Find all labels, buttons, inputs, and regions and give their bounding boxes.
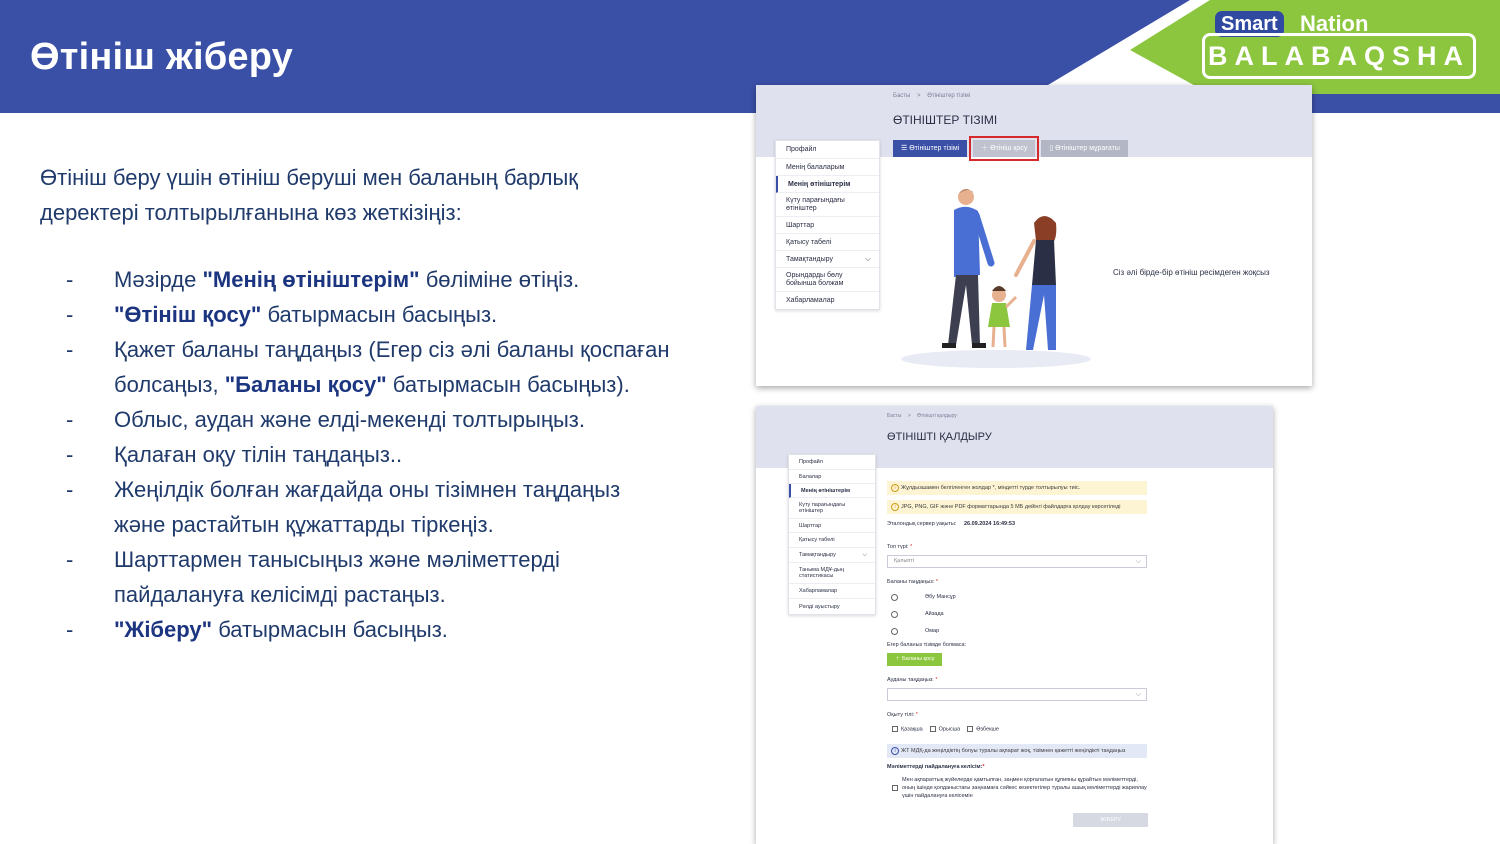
- side-menu: [788, 454, 876, 615]
- step-text: Жеңілдік болған жағдайда оны тізімнен таңдаңыз және растайтын құжаттарды тіркеңіз.: [114, 477, 621, 537]
- plus-icon: ＋: [895, 656, 903, 662]
- breadcrumb: [893, 93, 970, 99]
- step-text: Мәзірде: [114, 267, 203, 292]
- field-label: Топ түрі:: [887, 544, 909, 550]
- logo-product-name: BALABAQSHA: [1202, 33, 1476, 79]
- district-select[interactable]: [887, 688, 1147, 701]
- chevron-down-icon: ⌵: [862, 551, 867, 558]
- language-label: [887, 712, 918, 718]
- menu-item-children[interactable]: Балалар: [789, 470, 875, 484]
- group-type-select[interactable]: [887, 555, 1147, 568]
- required-mark: *: [915, 712, 918, 718]
- radio-button[interactable]: [891, 628, 898, 635]
- step-bold: "Баланы қосу": [224, 372, 387, 397]
- plus-icon: ＋: [981, 145, 991, 152]
- step-text: Шарттармен танысыңыз және мәліметтерді пайдалануға келісімді растаңыз.: [114, 547, 560, 607]
- server-time-value: 26.09.2024 16:49:53: [963, 521, 1016, 527]
- step-text: бөліміне өтіңіз.: [419, 267, 580, 292]
- bullet-dash: -: [66, 337, 74, 362]
- notice-text: JPG, PNG, GIF және PDF форматтарында 5 МБ дейінгі файлдарға қолдау көрсетіледі: [901, 504, 1121, 510]
- step-bold: "Жіберу": [114, 617, 213, 642]
- group-type-label: [887, 544, 912, 550]
- menu-item-placement-forecast[interactable]: Орындарды бөлу бойынша болжам: [776, 268, 879, 292]
- field-label: Ауданы таңдаңыз:: [887, 677, 934, 683]
- child-name: Омар: [925, 628, 940, 634]
- language-option-uzbek[interactable]: [967, 726, 999, 732]
- notice-text: ЖТ МДҚ-да жеңілдіктің болуы туралы ақпарат жоқ, тізімнен қажетті жеңілдікті таңдаңыз: [901, 748, 1126, 754]
- submit-button[interactable]: ЖІБЕРУ: [1073, 813, 1148, 827]
- screenshot-submit-form: [756, 406, 1273, 844]
- notice-required-fields: [887, 481, 1147, 495]
- language-options: [892, 726, 999, 732]
- required-mark: *: [935, 579, 938, 585]
- menu-item-waiting-list[interactable]: Күту парағындағы өтініштер: [789, 498, 875, 519]
- breadcrumb-current: Өтініштер тізімі: [927, 93, 971, 99]
- menu-item-my-applications[interactable]: Менің өтініштерім: [776, 176, 879, 193]
- add-child-button[interactable]: [887, 653, 942, 666]
- bullet-dash: -: [66, 267, 74, 292]
- chevron-down-icon: ⌵: [864, 254, 871, 263]
- step-text: Облыс, аудан және елді-мекенді толтырыңыз.: [114, 407, 586, 432]
- checkbox[interactable]: [892, 726, 898, 732]
- screenshot-applications-list: [756, 85, 1312, 386]
- menu-item-profile[interactable]: Профайл: [789, 455, 875, 470]
- required-mark: *: [982, 764, 985, 770]
- language-label: Қазақша: [901, 726, 923, 733]
- step-item: [66, 402, 676, 437]
- page-title: Өтініш жіберу: [30, 36, 294, 78]
- button-label: Баланы қосу: [902, 656, 935, 662]
- language-option-kazakh[interactable]: [892, 726, 923, 732]
- menu-item-label: Тамақтандыру: [799, 552, 836, 558]
- consent-text: Мен ақпараттық жүйелерде қамтылған, заңмен қорғалатын құпияны құрайтын мәліметтерді, оның ішінде қолданыстағы заңнамаға сәйкес кезектегілер туралы ашық мәліметтерді жариялау үшін пайдалануға келісемін: [902, 777, 1147, 799]
- step-text: Қалаған оқу тілін таңдаңыз..: [114, 442, 403, 467]
- field-label: Баланы таңдаңыз:: [887, 579, 935, 585]
- steps-list: [66, 262, 676, 647]
- menu-item-terms[interactable]: Шарттар: [789, 519, 875, 533]
- menu-item-statistics[interactable]: Таныма МДҰ-дың статистикасы: [789, 563, 875, 584]
- info-icon: i: [891, 503, 899, 511]
- language-label: Өзбекше: [976, 726, 999, 733]
- step-item: [66, 472, 676, 542]
- checkbox[interactable]: [930, 726, 936, 732]
- menu-item-label: Тамақтандыру: [786, 255, 833, 263]
- required-mark: *: [910, 544, 913, 550]
- menu-item-my-applications[interactable]: Менің өтініштерім: [789, 484, 875, 498]
- breadcrumb-home[interactable]: Басты: [887, 413, 902, 419]
- checkbox[interactable]: [967, 726, 973, 732]
- step-item: [66, 437, 676, 472]
- bullet-dash: -: [66, 407, 74, 432]
- step-text: Қажет баланы таңдаңыз (Егер сіз әлі баланы қоспаған болсаңыз,: [114, 337, 670, 397]
- server-time-label: Эталондық сервер уақыты:: [887, 521, 957, 527]
- document-icon: ▯: [1049, 145, 1056, 152]
- menu-item-notifications[interactable]: Хабарламалар: [786, 297, 835, 304]
- info-icon: i: [891, 484, 899, 492]
- step-bold: "Өтініш қосу": [114, 302, 262, 327]
- breadcrumb-separator: >: [917, 93, 921, 99]
- menu-item-profile[interactable]: Профайл: [776, 141, 879, 159]
- bullet-dash: -: [66, 617, 74, 642]
- breadcrumb: [887, 413, 957, 419]
- language-label: Орысша: [938, 726, 961, 733]
- notice-text: Жұлдызшамен белгіленген жолдар *, міндетті түрде толтырылуы тиіс.: [901, 485, 1081, 491]
- field-label: Оқыту тілі:: [887, 712, 915, 718]
- menu-item-attendance[interactable]: Қатысу табелі: [789, 533, 875, 548]
- select-value: Қалыпті: [894, 558, 915, 564]
- menu-item-attendance[interactable]: Қатысу табелі: [776, 234, 879, 251]
- family-illustration: [896, 185, 1106, 375]
- step-item: [66, 262, 676, 297]
- radio-button[interactable]: [891, 611, 898, 618]
- step-item: [66, 297, 676, 332]
- list-icon: ☰: [901, 145, 910, 152]
- step-bold: "Менің өтініштерім": [202, 267, 420, 292]
- radio-button[interactable]: [891, 594, 898, 601]
- step-text: батырмасын басыңыз.: [212, 617, 448, 642]
- notice-benefit: [887, 744, 1147, 758]
- consent-title-text: Мәліметтерді пайдалануға келісім:: [887, 764, 983, 770]
- notice-file-formats: [887, 500, 1147, 514]
- chevron-down-icon: ⌵: [1135, 691, 1141, 698]
- breadcrumb-current: Өтінішті қалдыру: [917, 413, 957, 419]
- choose-child-label: [887, 579, 938, 585]
- language-option-russian[interactable]: [930, 726, 961, 732]
- tabs-row: [893, 140, 1128, 157]
- menu-item-waiting-list[interactable]: Күту парағындағы өтініштер: [776, 193, 879, 217]
- server-time: [887, 521, 1015, 527]
- logo-nation: Nation: [1300, 11, 1369, 36]
- breadcrumb-home[interactable]: Басты: [893, 93, 911, 99]
- menu-item-nutrition[interactable]: [776, 251, 879, 268]
- step-text: батырмасын басыңыз.: [261, 302, 498, 327]
- info-icon: i: [891, 747, 899, 755]
- menu-item-nutrition[interactable]: [789, 548, 875, 563]
- child-name: Айзада: [925, 611, 944, 617]
- tab-label: Өтініш қосу: [990, 145, 1028, 152]
- step-item: [66, 612, 676, 647]
- menu-item-switch-role[interactable]: Рөлді ауыстыру: [799, 603, 840, 610]
- step-item: [66, 542, 676, 612]
- bullet-dash: -: [66, 477, 74, 502]
- child-missing-label: Егер баланыз тізімде болмаса:: [887, 642, 967, 648]
- intro-text: Өтініш беру үшін өтініш беруші мен баланың барлық деректері толтырылғанына көз жеткізіңіз:: [40, 165, 578, 225]
- district-label: [887, 677, 938, 683]
- child-name: Әбу Мансұр: [925, 594, 956, 600]
- tab-label: Өтініштер тізімі: [909, 145, 960, 152]
- bullet-dash: -: [66, 547, 74, 572]
- empty-state-message: Сіз әлі бірде-бір өтініш ресімдеген жоқсыз: [1113, 268, 1270, 277]
- chevron-down-icon: ⌵: [1135, 558, 1141, 565]
- menu-item-terms[interactable]: Шарттар: [776, 217, 879, 234]
- tab-applications-list[interactable]: [893, 140, 967, 157]
- bullet-dash: -: [66, 442, 74, 467]
- logo-smart: Smart: [1215, 11, 1284, 37]
- side-menu: [775, 140, 880, 310]
- required-mark: *: [935, 677, 938, 683]
- bullet-dash: -: [66, 302, 74, 327]
- step-item: [66, 332, 676, 402]
- consent-checkbox[interactable]: [892, 785, 898, 791]
- menu-item-my-children[interactable]: Менің балаларым: [776, 159, 879, 176]
- tab-applications-archive[interactable]: [1041, 140, 1128, 157]
- step-text: батырмасын басыңыз).: [386, 372, 630, 397]
- menu-item-notifications[interactable]: Хабарламалар: [789, 584, 875, 599]
- consent-title: [887, 764, 985, 770]
- breadcrumb-separator: >: [907, 413, 911, 419]
- screen-title: ӨТІНІШТІ ҚАЛДЫРУ: [887, 431, 992, 443]
- tab-label: Өтініштер мұрағаты: [1055, 145, 1120, 152]
- tab-add-application[interactable]: [973, 140, 1035, 157]
- screen-title: ӨТІНІШТЕР ТІЗІМІ: [893, 113, 998, 127]
